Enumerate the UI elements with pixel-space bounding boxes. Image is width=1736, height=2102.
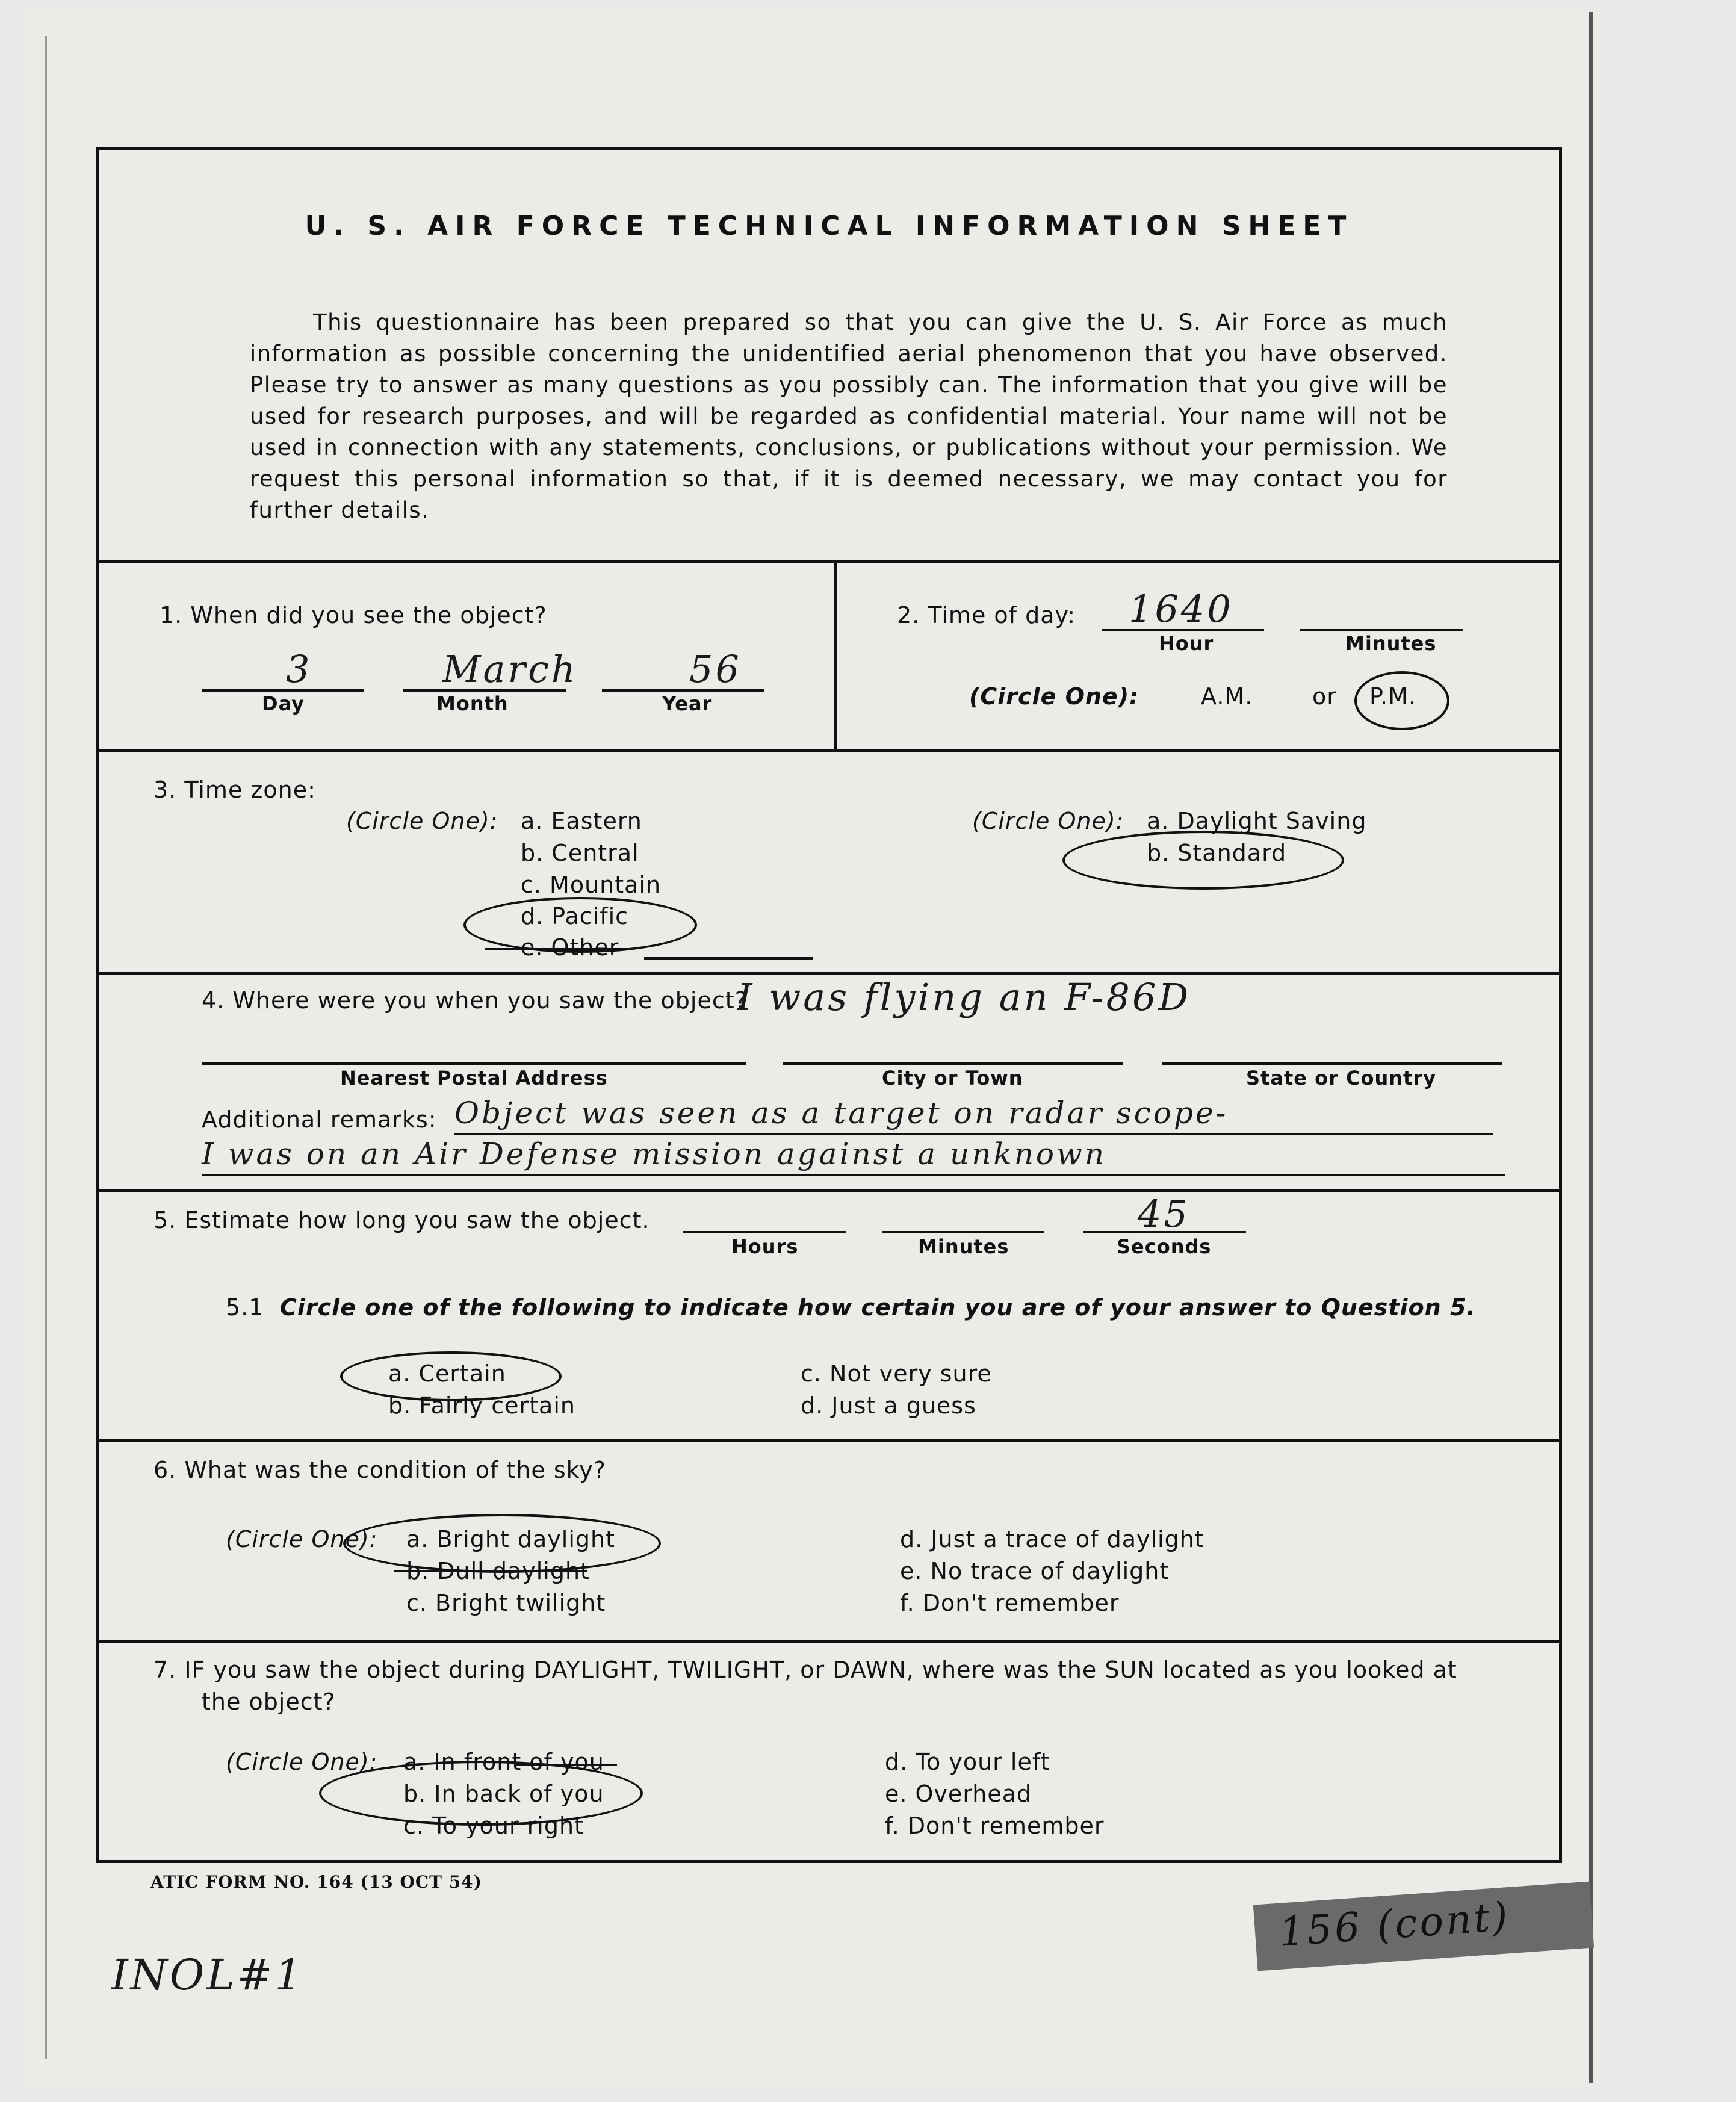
q5-hours-line: [683, 1231, 846, 1233]
q2-am-option[interactable]: A.M.: [1201, 683, 1253, 710]
q3-standard[interactable]: b. Standard: [1147, 840, 1287, 866]
form-number-footer: ATIC FORM NO. 164 (13 OCT 54): [150, 1872, 482, 1892]
q3-daylight-saving[interactable]: a. Daylight Saving: [1147, 808, 1367, 834]
technical-information-form: [96, 147, 1562, 1863]
q4-city-line: [783, 1062, 1123, 1065]
q6-option-dont-remember[interactable]: f. Don't remember: [900, 1590, 1120, 1616]
q2-minutes-line: [1300, 629, 1463, 631]
q2-hour-value[interactable]: 1640: [1129, 587, 1233, 631]
q1-day-caption: Day: [262, 692, 305, 715]
q4-remarks-label: Additional remarks:: [202, 1106, 437, 1133]
q5-option-certain[interactable]: a. Certain: [388, 1360, 506, 1387]
q3-pacific-circle-mark: [463, 897, 697, 953]
q1-year-caption: Year: [662, 692, 713, 715]
q5-minutes-line: [882, 1231, 1044, 1233]
q2-pm-option[interactable]: P.M.: [1369, 683, 1416, 710]
q3-zone-other[interactable]: e. Other: [521, 934, 619, 961]
page-edge-right: [1589, 12, 1593, 2083]
q5-option-not-very-sure[interactable]: c. Not very sure: [801, 1360, 992, 1387]
form-title: U. S. AIR FORCE TECHNICAL INFORMATION SHEET: [305, 211, 1354, 241]
q6-bright-daylight-circle-mark: [343, 1514, 661, 1573]
q7-option-in-front[interactable]: a. In front of you: [403, 1749, 604, 1775]
q6-label: 6. What was the condition of the sky?: [153, 1457, 606, 1483]
q7-in-back-circle-mark: [319, 1761, 643, 1826]
q5-seconds-caption: Seconds: [1117, 1235, 1212, 1258]
page-edge-left: [45, 36, 47, 2059]
q2-label: 2. Time of day:: [897, 602, 1076, 628]
q2-pm-circle-mark: [1354, 671, 1449, 730]
q6-dull-daylight-strike-mark: [394, 1570, 587, 1572]
section-sky-condition: [99, 1439, 1559, 1643]
q3-zone-pacific[interactable]: d. Pacific: [521, 903, 629, 929]
q5-seconds-line: [1083, 1231, 1246, 1233]
q5-1-question: Circle one of the following to indicate how certain you are of your answer to Question 5.: [280, 1294, 1476, 1321]
q1-label: 1. When did you see the object?: [160, 602, 547, 628]
q4-remarks-rule-1: [454, 1133, 1493, 1135]
q4-remarks-line2[interactable]: I was on an Air Defense mission against a unknown: [202, 1136, 1107, 1171]
q3-circle-label-2: (Circle One):: [972, 808, 1124, 834]
section-sun-position: [99, 1640, 1559, 1869]
q7-option-to-right[interactable]: c. To your right: [403, 1812, 584, 1839]
q4-label: 4. Where were you when you saw the object?: [202, 987, 748, 1014]
q3-label: 3. Time zone:: [153, 777, 316, 803]
q1-day-value[interactable]: 3: [286, 647, 312, 691]
q7-option-to-left[interactable]: d. To your left: [885, 1749, 1050, 1775]
q3-zone-mountain[interactable]: c. Mountain: [521, 872, 662, 898]
q4-answer[interactable]: I was flying an F-86D: [737, 975, 1191, 1019]
section-duration: [99, 1189, 1559, 1442]
q1-month-value[interactable]: March: [442, 647, 578, 691]
q2-minutes-caption: Minutes: [1345, 632, 1437, 655]
q1-day-line: [202, 689, 364, 692]
handwritten-ref-bottom-left: INOL#1: [111, 1950, 304, 2000]
section-date-time: [99, 560, 1559, 752]
q4-address-line: [202, 1062, 746, 1065]
q5-1-number: 5.1: [226, 1294, 264, 1321]
q3-other-strike-mark: [485, 948, 629, 950]
q3-zone-eastern[interactable]: a. Eastern: [521, 808, 642, 834]
section-divider-vertical: [834, 563, 837, 752]
q2-hour-line: [1102, 629, 1264, 631]
q5-hours-caption: Hours: [731, 1235, 799, 1258]
q5-minutes-caption: Minutes: [918, 1235, 1009, 1258]
q7-circle-label: (Circle One):: [226, 1749, 378, 1775]
handwritten-ref-bottom-right: 156 (cont): [1277, 1893, 1512, 1956]
section-location: [99, 972, 1559, 1192]
q3-other-line: [644, 957, 813, 960]
q2-hour-caption: Hour: [1159, 632, 1214, 655]
q5-seconds-value[interactable]: 45: [1138, 1192, 1190, 1236]
q7-label-line2: the object?: [202, 1688, 336, 1715]
q4-state-caption: State or Country: [1246, 1067, 1436, 1090]
q1-year-value[interactable]: 56: [689, 647, 742, 691]
q6-option-bright-daylight[interactable]: a. Bright daylight: [406, 1526, 615, 1552]
section-time-zone: [99, 749, 1559, 975]
q3-standard-circle-mark: [1062, 831, 1344, 890]
q6-option-dull-daylight[interactable]: b. Dull daylight: [406, 1558, 590, 1584]
q5-option-just-a-guess[interactable]: d. Just a guess: [801, 1392, 976, 1419]
q5-label: 5. Estimate how long you saw the object.: [153, 1207, 650, 1233]
q6-option-bright-twilight[interactable]: c. Bright twilight: [406, 1590, 606, 1616]
q5-option-fairly-certain[interactable]: b. Fairly certain: [388, 1392, 575, 1419]
q7-option-overhead[interactable]: e. Overhead: [885, 1781, 1032, 1807]
q1-year-line: [602, 689, 764, 692]
q7-label-line1: 7. IF you saw the object during DAYLIGHT, TWILIGHT, or DAWN, where was the SUN located as you looked at: [153, 1657, 1457, 1683]
q2-or-text: or: [1312, 683, 1337, 710]
q4-state-line: [1162, 1062, 1502, 1065]
q6-option-trace-daylight[interactable]: d. Just a trace of daylight: [900, 1526, 1204, 1552]
q2-circle-label: (Circle One):: [969, 683, 1139, 710]
q1-month-caption: Month: [436, 692, 509, 715]
intro-paragraph: This questionnaire has been prepared so that you can give the U. S. Air Force as much information as possible concerning the unidentified aerial phenomenon that you have observed. Please try to answer as many questions as you possibly can. The information that you give will be used for research purposes, and will be regarded as confidential material. Your name will not be used in connection with any statements, conclusions, or publications without your permission. We request this personal information so that, if it is deemed necessary, we may contact you for further details.: [250, 309, 1448, 523]
q7-option-in-back[interactable]: b. In back of you: [403, 1781, 604, 1807]
q6-option-no-trace[interactable]: e. No trace of daylight: [900, 1558, 1170, 1584]
q3-zone-central[interactable]: b. Central: [521, 840, 639, 866]
q4-remarks-line1[interactable]: Object was seen as a target on radar scope-: [454, 1096, 1229, 1130]
q7-option-dont-remember[interactable]: f. Don't remember: [885, 1812, 1105, 1839]
q4-remarks-rule-2: [202, 1174, 1505, 1176]
q1-month-line: [403, 689, 566, 692]
q4-city-caption: City or Town: [882, 1067, 1023, 1090]
q6-circle-label: (Circle One):: [226, 1526, 378, 1552]
q4-address-caption: Nearest Postal Address: [340, 1067, 608, 1090]
q3-circle-label: (Circle One):: [346, 808, 498, 834]
q5-certain-circle-mark: [340, 1351, 562, 1401]
